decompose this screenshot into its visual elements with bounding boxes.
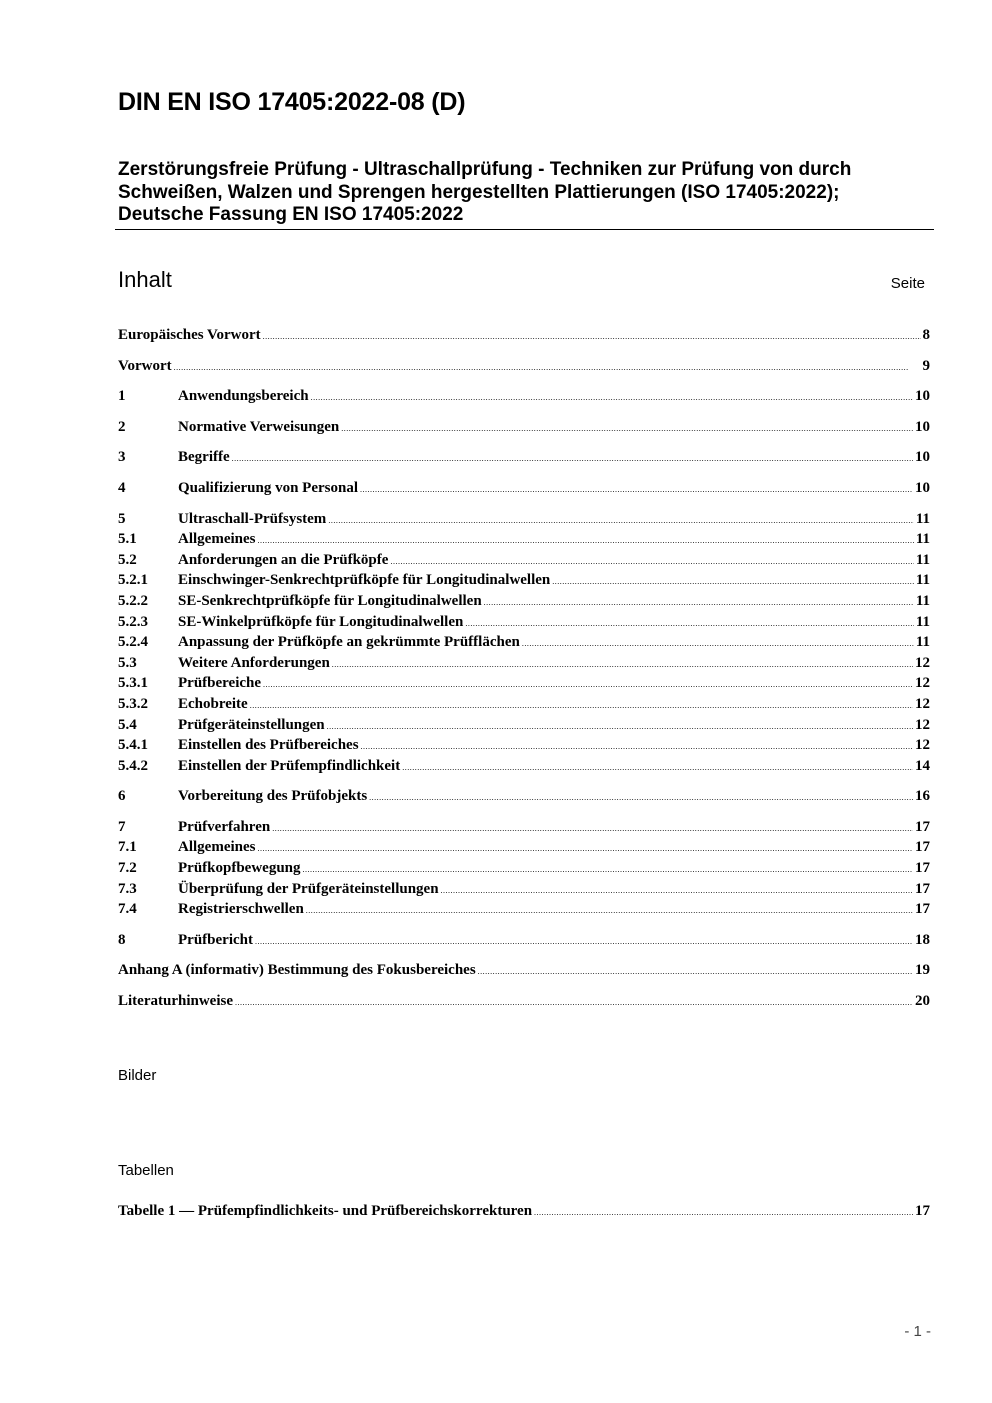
toc-entry-number: 5.2.4 — [118, 634, 148, 651]
toc-entry-title: Anforderungen an die Prüfköpfe — [178, 551, 389, 568]
toc-entry-title: Allgemeines — [178, 531, 256, 548]
toc-entry-page: 12 — [915, 695, 930, 712]
toc-heading: Inhalt — [118, 267, 172, 292]
toc-entry[interactable] — [118, 447, 930, 468]
toc-entry-number: 5 — [118, 510, 126, 527]
dot-leader — [341, 419, 913, 440]
toc-entry-page: 17 — [915, 818, 930, 835]
dot-leader — [402, 758, 913, 779]
toc-entry-title: Qualifizierung von Personal — [178, 479, 358, 496]
toc-entry-page: 11 — [915, 613, 930, 630]
toc-entry-number: 8 — [118, 931, 126, 948]
toc-entry-title: Normative Verweisungen — [178, 418, 340, 435]
dot-leader — [484, 593, 914, 614]
toc-entry-title: Vorwort — [118, 357, 172, 374]
toc-entry[interactable] — [118, 509, 930, 530]
toc-entry-title: Allgemeines — [178, 839, 256, 856]
title-divider — [115, 229, 934, 230]
dot-leader — [303, 860, 913, 881]
toc-entry-page: 17 — [915, 1203, 930, 1219]
dot-leader — [255, 932, 913, 953]
toc-entry-number: 2 — [118, 418, 126, 435]
toc-entry-page: 10 — [915, 449, 930, 466]
toc-entry[interactable] — [118, 756, 930, 777]
toc-entry-page: 17 — [915, 901, 930, 918]
toc-entry[interactable] — [118, 1201, 930, 1222]
dot-leader — [369, 788, 913, 809]
toc-entry-title: Einstellen der Prüfempfindlichkeit — [178, 757, 401, 774]
toc-entry-title: Einstellen des Prüfbereiches — [178, 737, 359, 754]
toc-entry-title: Europäisches Vorwort — [118, 327, 261, 343]
toc-entry-number: 7 — [118, 818, 126, 835]
toc-entry[interactable] — [118, 529, 930, 550]
toc-entry-page: 9 — [922, 357, 930, 374]
toc-entry[interactable] — [118, 612, 930, 633]
toc-entry-number: 7.2 — [118, 860, 137, 877]
toc-entry-number: 4 — [118, 479, 126, 496]
toc-entry-title: SE-Winkelprüfköpfe für Longitudinalwellen — [178, 613, 464, 630]
figures-heading: Bilder — [118, 1067, 157, 1084]
toc-entry[interactable] — [118, 817, 930, 838]
toc-entry[interactable] — [118, 960, 930, 981]
dot-leader — [235, 993, 913, 1014]
toc-entry-number: 7.4 — [118, 901, 137, 918]
toc-entry-title: Registrierschwellen — [178, 901, 304, 918]
toc-entry-number: 5.4 — [118, 716, 137, 733]
toc-entry-page: 11 — [915, 572, 930, 589]
table-of-contents — [118, 325, 930, 1012]
toc-entry-title: Echobreite — [178, 695, 248, 712]
dot-leader — [263, 675, 913, 696]
toc-entry-page: 12 — [915, 737, 930, 754]
dot-leader — [552, 572, 914, 593]
toc-entry[interactable] — [118, 673, 930, 694]
toc-entry-title: Anwendungsbereich — [178, 388, 309, 405]
dot-leader — [332, 655, 913, 676]
toc-entry[interactable] — [118, 694, 930, 715]
toc-entry[interactable] — [118, 570, 930, 591]
dot-leader — [328, 511, 914, 532]
toc-entry[interactable] — [118, 858, 930, 879]
toc-entry[interactable] — [118, 899, 930, 920]
toc-entry[interactable] — [118, 417, 930, 438]
dot-leader — [272, 819, 913, 840]
toc-entry-title: Weitere Anforderungen — [178, 654, 330, 671]
toc-entry-title: Prüfkopfbewegung — [178, 860, 301, 877]
toc-entry-title: Literaturhinweise — [118, 993, 233, 1010]
toc-entry-page: 14 — [915, 757, 930, 774]
toc-entry-page: 19 — [915, 962, 930, 979]
toc-entry-page: 17 — [915, 839, 930, 856]
toc-entry-page: 11 — [915, 551, 930, 568]
toc-entry-page: 10 — [915, 418, 930, 435]
document-number: DIN EN ISO 17405:2022-08 (D) — [118, 88, 466, 116]
toc-entry[interactable] — [118, 632, 930, 653]
toc-entry-page: 11 — [915, 531, 930, 548]
toc-entry-number: 5.3 — [118, 654, 137, 671]
toc-entry-number: 3 — [118, 449, 126, 466]
dot-leader — [360, 480, 913, 501]
dot-leader — [232, 449, 913, 470]
dot-leader — [522, 634, 914, 655]
toc-entry-page: 20 — [915, 993, 930, 1010]
dot-leader — [311, 388, 913, 409]
dot-leader — [534, 1203, 913, 1224]
toc-entry-title: Begriffe — [178, 449, 230, 466]
toc-entry-page: 12 — [915, 654, 930, 671]
list-of-tables — [118, 1201, 930, 1222]
document-title — [118, 159, 934, 227]
toc-entry-page: 12 — [915, 716, 930, 733]
toc-entry-page: 10 — [915, 388, 930, 405]
toc-entry-number: 7.3 — [118, 880, 137, 897]
toc-entry[interactable] — [118, 837, 930, 858]
toc-entry-page: 17 — [915, 860, 930, 877]
dot-leader — [250, 696, 913, 717]
toc-entry-number: 5.2.1 — [118, 572, 148, 589]
toc-entry[interactable] — [118, 550, 930, 571]
toc-entry[interactable] — [118, 653, 930, 674]
dot-leader — [263, 327, 921, 348]
toc-entry-number: 5.2.3 — [118, 613, 148, 630]
toc-entry-title: Überprüfung der Prüfgeräteinstellungen — [178, 880, 439, 897]
dot-leader — [306, 901, 913, 922]
dot-leader — [465, 614, 913, 635]
toc-entry-title: Prüfgeräteinstellungen — [178, 716, 325, 733]
dot-leader — [441, 881, 913, 902]
toc-entry-number: 5.1 — [118, 531, 137, 548]
dot-leader — [257, 839, 913, 860]
toc-entry[interactable] — [118, 735, 930, 756]
toc-entry-number: 5.2.2 — [118, 592, 148, 609]
toc-entry-page: 18 — [915, 931, 930, 948]
toc-entry[interactable] — [118, 386, 930, 407]
toc-entry-title: Anhang A (informativ) Bestimmung des Fokusbereiches — [118, 962, 476, 979]
toc-entry-title: Ultraschall-Prüfsystem — [178, 510, 327, 527]
toc-entry-title: Prüfverfahren — [178, 818, 271, 835]
dot-leader — [390, 552, 913, 573]
tables-heading: Tabellen — [118, 1162, 174, 1179]
toc-entry-title: SE-Senkrechtprüfköpfe für Longitudinalwellen — [178, 592, 482, 609]
toc-entry-number: 6 — [118, 788, 126, 805]
toc-entry-number: 5.4.1 — [118, 737, 148, 754]
toc-entry-title: Anpassung der Prüfköpfe an gekrümmte Prüfflächen — [178, 634, 520, 651]
toc-entry-title: Tabelle 1 — Prüfempfindlichkeits- und Prüfbereichskorrekturen — [118, 1203, 533, 1219]
title-line: Deutsche Fassung EN ISO 17405:2022 — [118, 204, 464, 225]
toc-entry-page: 17 — [915, 880, 930, 897]
toc-entry[interactable] — [118, 991, 930, 1012]
dot-leader — [361, 737, 913, 758]
page-number: - 1 - — [904, 1323, 931, 1340]
toc-entry-title: Prüfbereiche — [178, 675, 262, 692]
title-line: Schweißen, Walzen und Sprengen hergestellten Plattierungen (ISO 17405:2022); — [118, 181, 840, 203]
toc-entry-page: 11 — [915, 592, 930, 609]
toc-entry-page: 12 — [915, 675, 930, 692]
dot-leader — [327, 717, 913, 738]
dot-leader — [174, 358, 921, 379]
toc-entry[interactable] — [118, 715, 930, 736]
dot-leader — [478, 962, 913, 983]
toc-entry[interactable] — [118, 930, 930, 951]
toc-entry-number: 7.1 — [118, 839, 137, 856]
toc-entry-number: 5.3.1 — [118, 675, 148, 692]
toc-entry-page: 8 — [922, 327, 930, 343]
toc-entry-number: 5.3.2 — [118, 695, 148, 712]
toc-entry-page: 11 — [915, 510, 930, 527]
toc-entry-number: 5.4.2 — [118, 757, 148, 774]
toc-entry-page: 16 — [915, 788, 930, 805]
toc-entry-title: Einschwinger-Senkrechtprüfköpfe für Longitudinalwellen — [178, 572, 551, 589]
toc-entry[interactable] — [118, 786, 930, 807]
dot-leader — [257, 531, 913, 552]
toc-entry-title: Prüfbericht — [178, 931, 253, 948]
toc-entry[interactable] — [118, 325, 930, 346]
toc-entry[interactable] — [118, 478, 930, 499]
toc-entry-title: Vorbereitung des Prüfobjekts — [178, 788, 368, 805]
toc-entry[interactable] — [118, 356, 930, 377]
toc-entry[interactable] — [118, 879, 930, 900]
toc-entry-page: 11 — [915, 634, 930, 651]
toc-entry-number: 5.2 — [118, 551, 137, 568]
toc-page-column-label: Seite — [890, 275, 925, 292]
toc-entry[interactable] — [118, 591, 930, 612]
toc-entry-number: 1 — [118, 388, 126, 405]
toc-entry-page: 10 — [915, 479, 930, 496]
title-line: Zerstörungsfreie Prüfung - Ultraschallprüfung - Techniken zur Prüfung von durch — [118, 159, 852, 180]
